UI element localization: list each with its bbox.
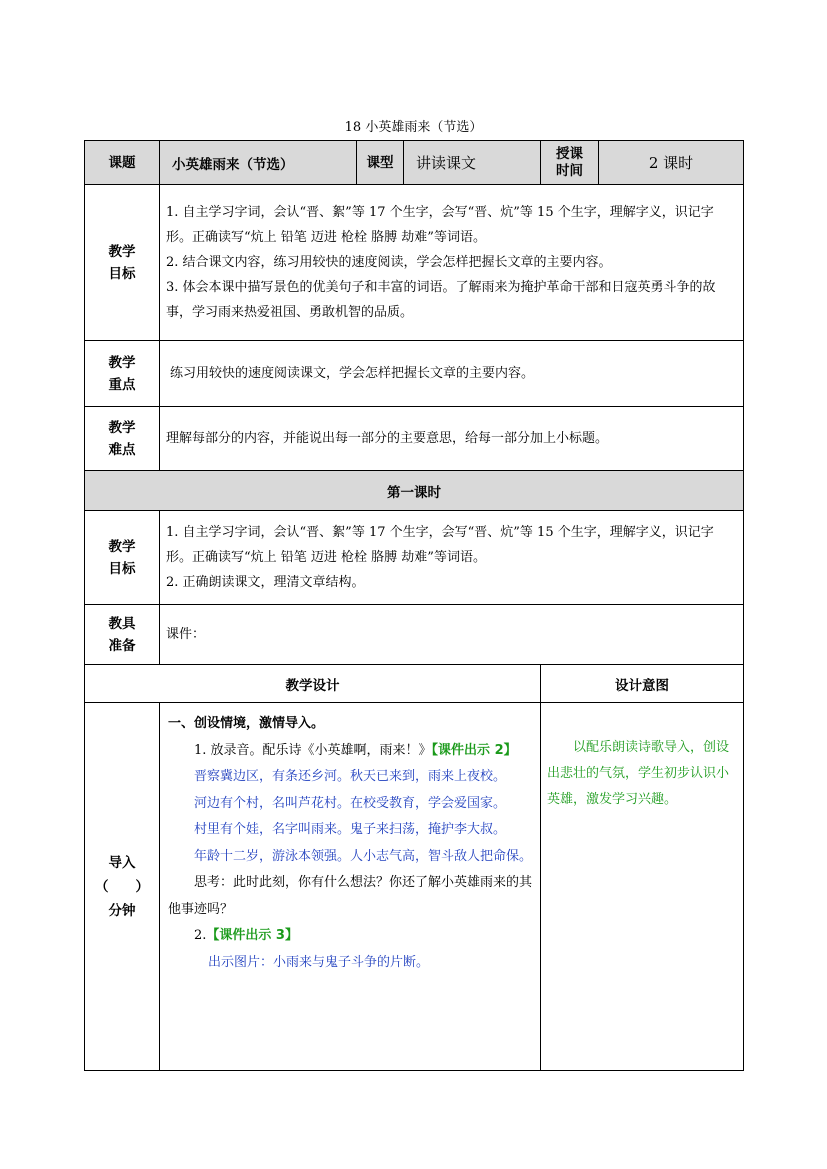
tools-label [85, 605, 160, 665]
type-label: 课型 [357, 141, 404, 185]
courseware-tag: 【课件出示 3】 [206, 928, 298, 943]
objective-item: 2. 正确朗读课文，理清文章结构。 [166, 575, 365, 590]
tools-content: 课件： [160, 605, 744, 665]
tools-label-line1: 教具 [108, 615, 136, 632]
step2-text: 2. [194, 928, 207, 943]
objectives-label [85, 185, 160, 341]
step2 [168, 923, 536, 950]
lesson1-title-row [85, 471, 744, 511]
difficulties-label [85, 407, 160, 471]
tools-label-line2: 准备 [108, 637, 136, 654]
stage-label [85, 703, 160, 1071]
section-title: 一、创设情境，激情导入。 [168, 716, 325, 731]
poem-line: 河边有个村，名叫芦花村。在校受教育，学会爱国家。 [194, 795, 507, 811]
key-points-row [85, 341, 744, 407]
difficulties-label-line1: 教学 [108, 419, 136, 436]
design-content-row [85, 703, 744, 1071]
key-points-label-line1: 教学 [108, 354, 136, 371]
design-content [160, 703, 541, 1071]
objective-item: 2. 结合课文内容，练习用较快的速度阅读，学会怎样把握长文章的主要内容。 [166, 255, 612, 270]
step1 [168, 738, 536, 765]
difficulties-row [85, 407, 744, 471]
stage-label-line1: 导入 [108, 854, 136, 871]
objective-item: 1. 自主学习字词，会认“晋、絮”等 17 个生字，会写“晋、炕”等 15 个生字，理解字义，识记字形。正确读写“炕上 铅笔 迈进 枪栓 胳膊 劫难”等词语。 [166, 525, 714, 565]
key-points-label [85, 341, 160, 407]
time-label-line1: 授课 [556, 145, 583, 162]
lesson1-objectives-label-line2: 目标 [108, 560, 136, 577]
objectives-content [160, 185, 744, 341]
design-column-header: 教学设计 [85, 665, 541, 703]
lesson-plan-table [84, 140, 744, 1071]
lesson1-objectives-content [160, 511, 744, 605]
topic-label: 课题 [85, 141, 160, 185]
objective-item: 1. 自主学习字词，会认“晋、絮”等 17 个生字，会写“晋、炕”等 15 个生字，理解字义，识记字形。正确读写“炕上 铅笔 迈进 枪栓 胳膊 劫难”等词语。 [166, 205, 714, 245]
intent-text: 以配乐朗读诗歌导入，创设出悲壮的气氛，学生初步认识小英雄，激发学习兴趣。 [547, 740, 730, 807]
lesson1-title: 第一课时 [85, 471, 744, 511]
objective-item: 3. 体会本课中描写景色的优美句子和丰富的词语。了解雨来为掩护革命干部和日寇英勇斗争的故事，学习雨来热爱祖国、勇敢机智的品质。 [166, 280, 716, 320]
type-value: 讲读课文 [404, 141, 541, 185]
tools-row [85, 605, 744, 665]
step1-text: 1. 放录音。配乐诗《小英雄啊，雨来！》 [194, 742, 432, 758]
courseware-tag: 【课件出示 2】 [431, 742, 517, 758]
poem-line: 年龄十二岁，游泳本领强。人小志气高，智斗敌人把命保。 [194, 848, 533, 864]
header-row [85, 141, 744, 185]
objectives-label-line2: 目标 [108, 265, 136, 282]
think-question: 思考：此时此刻，你有什么想法？你还了解小英雄雨来的其他事迹吗？ [168, 875, 533, 917]
document-title: 18 小英雄雨来（节选） [344, 120, 483, 135]
show-picture-text: 出示图片：小雨来与鬼子斗争的片断。 [208, 954, 430, 970]
time-label-line2: 时间 [556, 162, 583, 179]
objectives-label-line1: 教学 [108, 243, 136, 260]
difficulties-content: 理解每部分的内容，并能说出每一部分的主要意思，给每一部分加上小标题。 [160, 407, 744, 471]
objectives-row [85, 185, 744, 341]
poem-line: 晋察冀边区，有条还乡河。秋天已来到，雨来上夜校。 [194, 769, 507, 784]
time-value: 2 课时 [599, 141, 744, 185]
intent-column-header: 设计意图 [541, 665, 744, 703]
poem-line: 村里有个娃，名字叫雨来。鬼子来扫荡，掩护李大叔。 [194, 822, 507, 837]
time-label [541, 141, 599, 185]
lesson1-objectives-label [85, 511, 160, 605]
design-intent-content [541, 703, 744, 1071]
topic-value: 小英雄雨来（节选） [160, 141, 357, 185]
key-points-content: 练习用较快的速度阅读课文，学会怎样把握长文章的主要内容。 [160, 341, 744, 407]
key-points-label-line2: 重点 [108, 376, 136, 393]
design-header-row [85, 665, 744, 703]
stage-label-line2: （ ） [95, 878, 149, 895]
difficulties-label-line2: 难点 [108, 441, 136, 458]
lesson1-objectives-row [85, 511, 744, 605]
lesson1-objectives-label-line1: 教学 [108, 538, 136, 555]
stage-label-line3: 分钟 [108, 902, 136, 919]
